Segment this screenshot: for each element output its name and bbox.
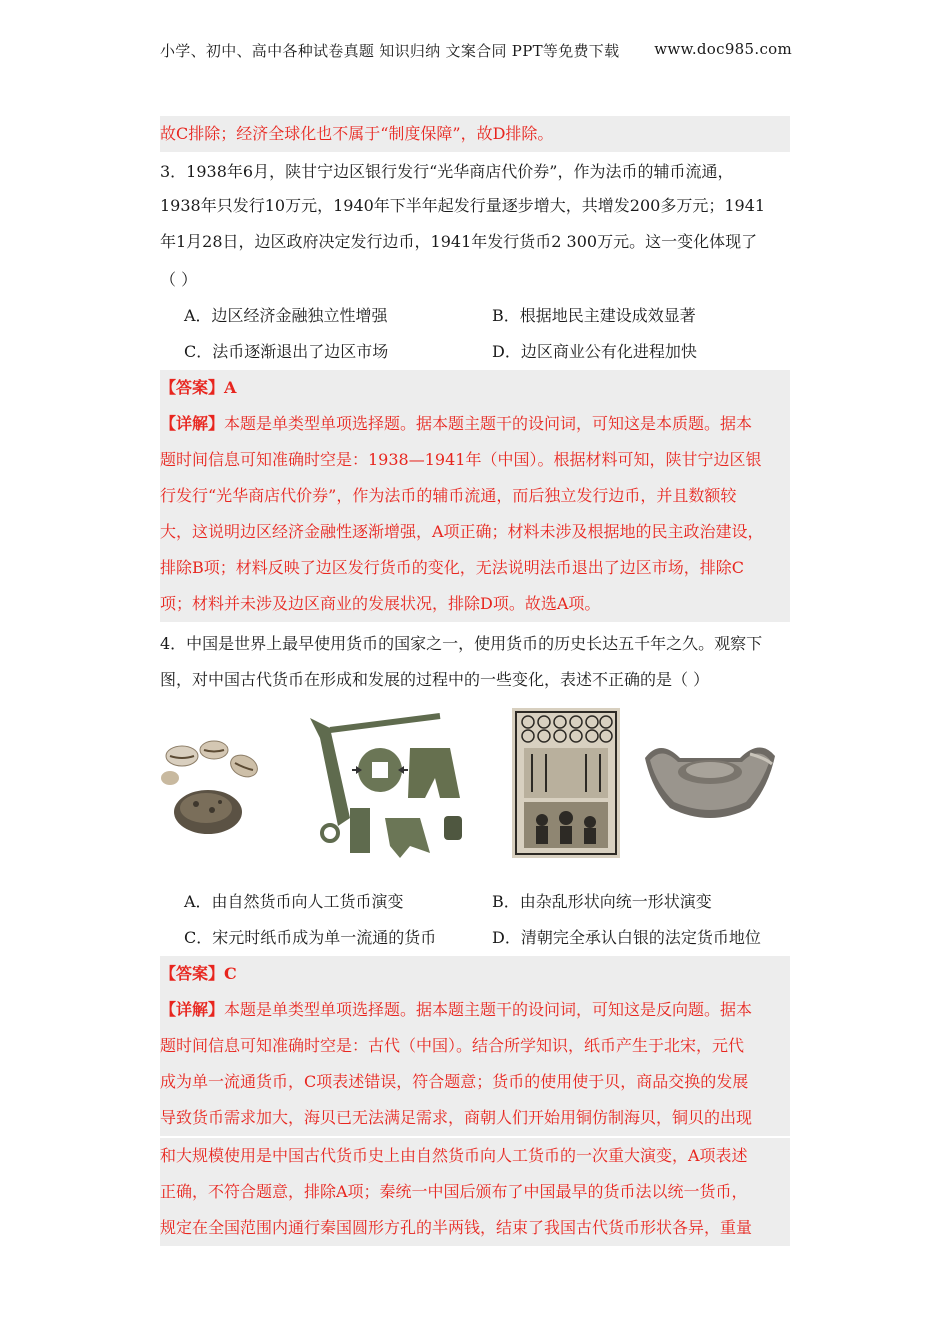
q4-option-b: B．由杂乱形状向统一形状演变 [492,892,712,911]
q4-detail-line: 导致货币需求加大，海贝已无法满足需求，商朝人们开始用铜仿制海贝，铜贝的出现 [160,1100,790,1136]
q3-detail-line: 排除B项；材料反映了边区发行货币的变化，无法说明法币退出了边区市场，排除C [160,550,790,586]
q3-stem-line: 年1月28日，边区政府决定发行边币，1941年发行货币2 300万元。这一变化体现了 [160,232,758,251]
q3-stem-line: 3．1938年6月，陕甘宁边区银行发行“光华商店代价券”，作为法币的辅币流通， [160,162,734,181]
q4-option-d: D．清朝完全承认白银的法定货币地位 [492,928,761,947]
silver-ingot-image [640,728,780,838]
q4-detail-label: 【详解】 [160,1000,225,1019]
q3-option-d: D．边区商业公有化进程加快 [492,342,697,361]
q3-option-a: A．边区经济金融独立性增强 [184,306,388,325]
q4-detail-line: 正确，不符合题意，排除A项；秦统一中国后颁布了中国最早的货币法以统一货币， [160,1174,790,1210]
q4-answer: 【答案】C [160,956,790,992]
bronze-coins-image [290,708,480,858]
q4-option-c: C．宋元时纸币成为单一流通的货币 [184,928,437,947]
q4-option-a: A．由自然货币向人工货币演变 [184,892,404,911]
q3-detail-line: 大，这说明边区经济金融性逐渐增强，A项正确；材料未涉及根据地的民主政治建设， [160,514,790,550]
q4-stem-line: 图，对中国古代货币在形成和发展的过程中的一些变化，表述不正确的是（ ） [160,670,710,689]
q3-detail-line: 题时间信息可知准确时空是：1938—1941年（中国）。根据材料可知，陕甘宁边区银 [160,442,790,478]
header-text: 小学、初中、高中各种试卷真题 知识归纳 文案合同 PPT等免费下载 [160,42,620,60]
q4-detail-line: 【详解】本题是单类型单项选择题。据本题主题干的设问词，可知这是反向题。据本 [160,992,790,1028]
page-header [160,40,792,61]
q3-detail-label: 【详解】 [160,414,225,433]
q3-option-b: B．根据地民主建设成效显著 [492,306,696,325]
q3-option-c: C．法币逐渐退出了边区市场 [184,342,389,361]
header-url: www.doc985.com [654,40,792,58]
q4-detail-line: 成为单一流通货币，C项表述错误，符合题意；货币的使用使于贝，商品交换的发展 [160,1064,790,1100]
prev-answer-tail: 故C排除；经济全球化也不属于“制度保障”，故D排除。 [160,116,790,152]
q4-detail-line: 规定在全国范围内通行秦国圆形方孔的半两钱，结束了我国古代货币形状各异，重量 [160,1210,790,1246]
q4-detail-line: 题时间信息可知准确时空是：古代（中国）。结合所学知识，纸币产生于北宋，元代 [160,1028,790,1064]
currency-figures [160,708,790,858]
q4-stem-line: 4．中国是世界上最早使用货币的国家之一，使用货币的历史长达五千年之久。观察下 [160,634,763,653]
shell-currency-image [160,738,270,846]
q4-detail-line: 和大规模使用是中国古代货币史上由自然货币向人工货币的一次重大演变，A项表述 [160,1138,790,1174]
q3-detail-line: 【详解】本题是单类型单项选择题。据本题主题干的设问词，可知这是本质题。据本 [160,406,790,442]
q3-detail-line: 项；材料并未涉及边区商业的发展状况，排除D项。故选A项。 [160,586,790,622]
q3-stem-line: （ ） [160,270,198,289]
q3-stem-line: 1938年只发行10万元，1940年下半年起发行量逐步增大，共增发200多万元；1941 [160,196,766,215]
q3-detail-line: 行发行“光华商店代价券”，作为法币的辅币流通，而后独立发行边币，并且数额较 [160,478,790,514]
q3-answer: 【答案】A [160,370,790,406]
paper-money-image [512,708,620,858]
